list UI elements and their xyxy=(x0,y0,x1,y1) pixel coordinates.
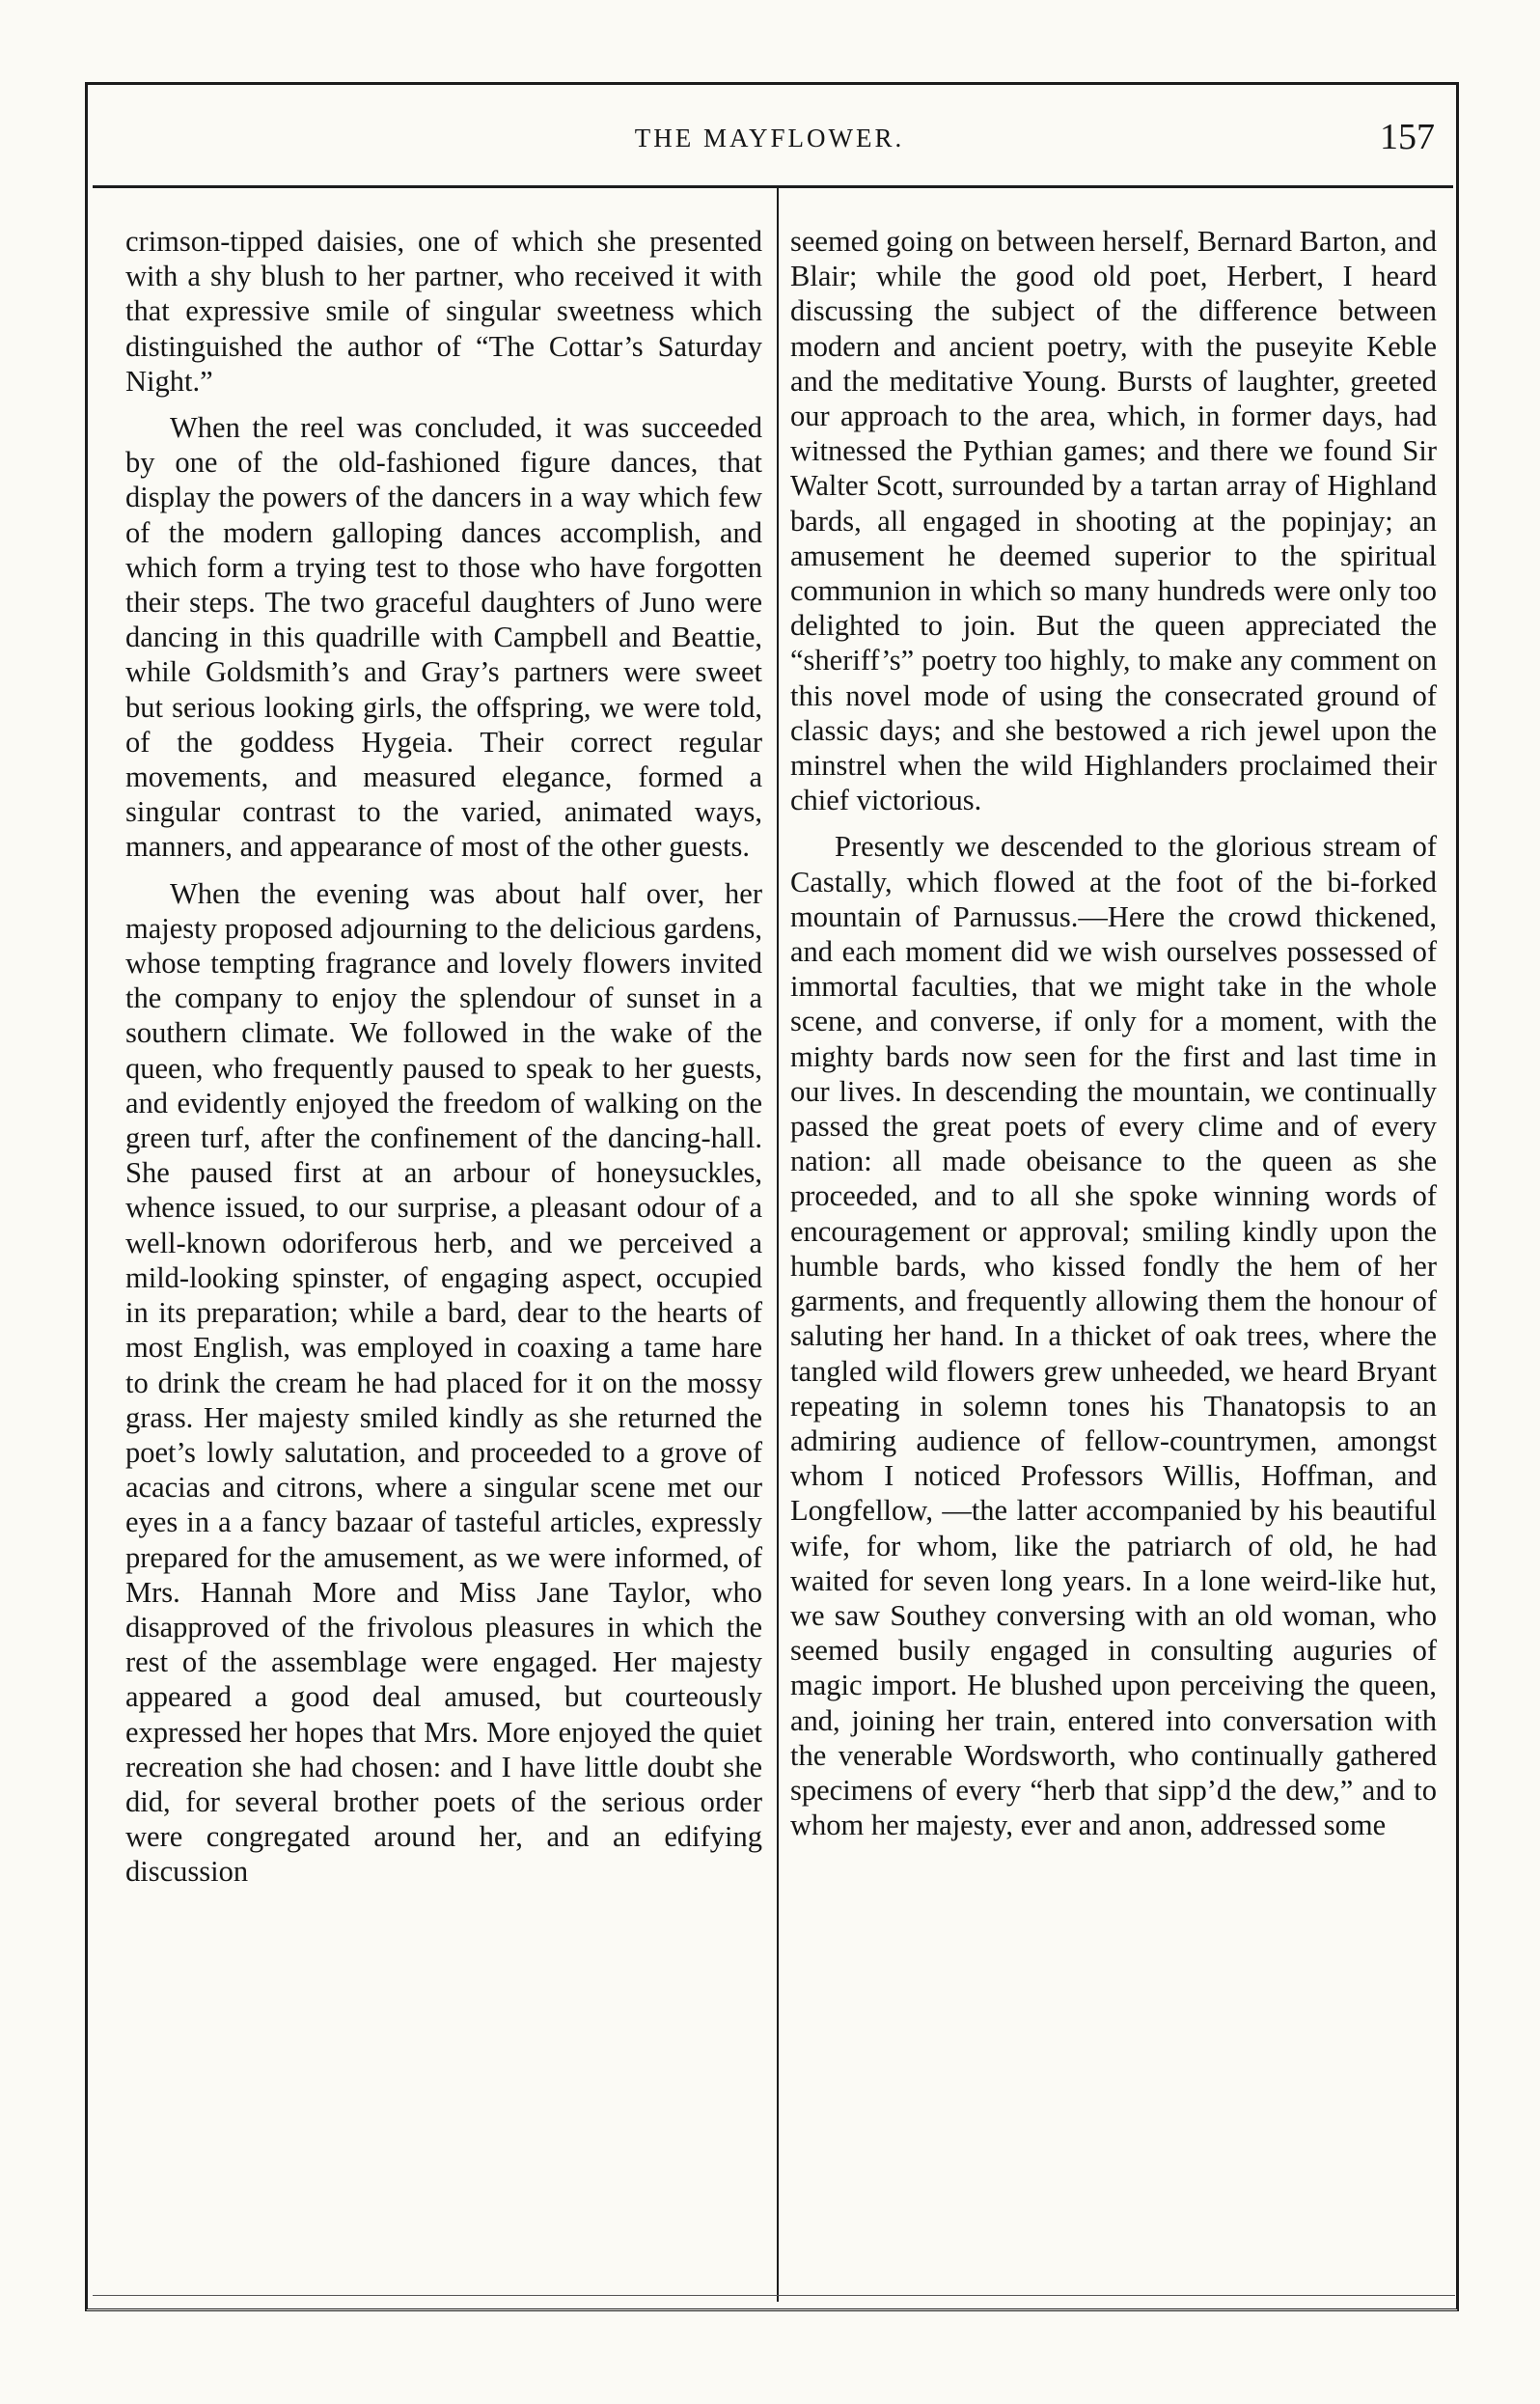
running-head xyxy=(96,116,1443,174)
right-column xyxy=(790,224,1437,1842)
bottom-rule xyxy=(93,2295,1455,2296)
left-paragraph-3: When the evening was about half over, her majesty proposed adjourning to the delicious gardens, whose tempting fragrance and lovely flowers invited the company to enjoy the splendour of sunset in a southern climate. We followed in the wake of the queen, who frequently paused to speak to her guests, and evidently enjoyed the freedom of walking on the green turf, after the confinement of the dancing-hall. She paused first at an arbour of honeysuckles, whence issued, to our surprise, a pleasant odour of a well-known odoriferous herb, and we perceived a mild-looking spinster, of engaging aspect, occupied in its preparation; while a bard, dear to the hearts of most English, was employed in coaxing a tame hare to drink the cream he had placed for it on the mossy grass. Her majesty smiled kindly as she returned the poet’s lowly salutation, and proceeded to a grove of acacias and citrons, where a singular scene met our eyes in a a fancy bazaar of tasteful articles, expressly prepared for the amusement, as we were informed, of Mrs. Hannah More and Miss Jane Taylor, who disapproved of the frivolous pleasures in which the rest of the assemblage were engaged. Her majesty appeared a good deal amused, but courteously expressed her hopes that Mrs. More enjoyed the quiet recreation she had chosen: and I have little doubt she did, for several brother poets of the serious order were congregated around her, and an edifying discussion xyxy=(125,876,762,1889)
column-divider xyxy=(777,188,779,2302)
left-column xyxy=(125,224,762,1890)
left-paragraph-1: crimson-tipped daisies, one of which she presented with a shy blush to her partner, who received it with that expressive smile of singular sweetness which distinguished the author of “The Cottar’s Saturday Night.” xyxy=(125,225,762,398)
page-number: 157 xyxy=(1380,117,1435,157)
header-rule xyxy=(93,185,1453,188)
running-title: THE MAYFLOWER. xyxy=(634,124,905,152)
right-paragraph-2: Presently we descended to the glorious stream of Castally, which flowed at the foot of the bi-forked mountain of Parnussus.—Here the crowd thickened, and each moment did we wish ourselves possessed of immortal faculties, that we might take in the whole scene, and converse, if only for a moment, with the mighty bards now seen for the first and last time in our lives. In descending the mountain, we continually passed the great poets of every clime and of every nation: all made obeisance to the queen as she proceeded, and to all she spoke winning words of encouragement or approval; smiling kindly upon the humble bards, who kissed fondly the hem of her garments, and frequently allowing them the honour of saluting her hand. In a thicket of oak trees, where the tangled wild flowers grew unheeded, we heard Bryant repeating in solemn tones his Thanatopsis to an admiring audience of fellow-countrymen, amongst whom I noticed Professors Willis, Hoffman, and Longfellow, —the latter accompanied by his beautiful wife, for whom, like the patriarch of old, he had waited for seven long years. In a lone weird-like hut, we saw Southey conversing with an old woman, who seemed busily engaged in consulting auguries of magic import. He blushed upon perceiving the queen, and, joining her train, entered into conversation with the venerable Wordsworth, who continually gathered specimens of every “herb that sipp’d the dew,” and to whom her majesty, ever and anon, addressed some xyxy=(790,830,1437,1842)
right-paragraph-1: seemed going on between herself, Bernard Barton, and Blair; while the good old poet, Herbert, I heard discussing the subject of the difference between modern and ancient poetry, with the puseyite Keble and the meditative Young. Bursts of laughter, greeted our approach to the area, which, in former days, had witnessed the Pythian games; and there we found Sir Walter Scott, surrounded by a tartan array of Highland bards, all engaged in shooting at the popinjay; an amusement he deemed superior to the spiritual communion in which so many hundreds were only too delighted to join. But the queen appreciated the “sheriff’s” poetry too highly, to make any comment on this novel mode of using the consecrated ground of classic days; and she bestowed a rich jewel upon the minstrel when the wild Highlanders proclaimed their chief victorious. xyxy=(790,225,1437,817)
left-paragraph-2: When the reel was concluded, it was succeeded by one of the old-fashioned figure dances, that display the powers of the dancers in a way which few of the modern galloping dances accomplish, and which form a trying test to those who have forgotten their steps. The two graceful daughters of Juno were dancing in this quadrille with Campbell and Beattie, while Goldsmith’s and Gray’s partners were sweet but serious looking girls, the offspring, we were told, of the goddess Hygeia. Their correct regular movements, and measured elegance, formed a singular contrast to the varied, animated ways, manners, and appearance of most of the other guests. xyxy=(125,411,762,864)
